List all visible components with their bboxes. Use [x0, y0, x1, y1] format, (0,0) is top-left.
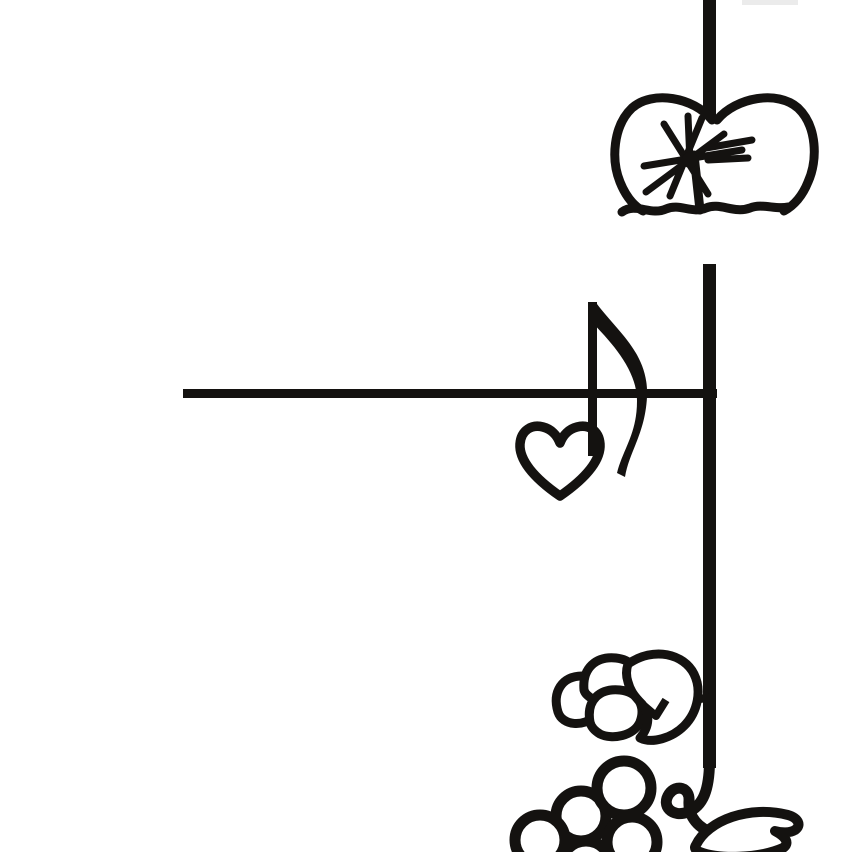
- vine-curl-icon: [666, 760, 718, 843]
- saturday-section: [98, 150, 708, 170]
- leutschach-wordmark: [634, 213, 798, 214]
- section-divider: [183, 389, 717, 398]
- hop-cone-icon: [556, 654, 712, 740]
- vine-leaf-icon: [695, 812, 798, 852]
- ground-line: [622, 206, 788, 212]
- grapes-icon: [515, 761, 657, 852]
- heart-icon: [520, 426, 600, 496]
- eighth-note-icon: [588, 302, 647, 477]
- sunday-section: [98, 416, 708, 436]
- cropped-print-artifact: [742, 0, 798, 5]
